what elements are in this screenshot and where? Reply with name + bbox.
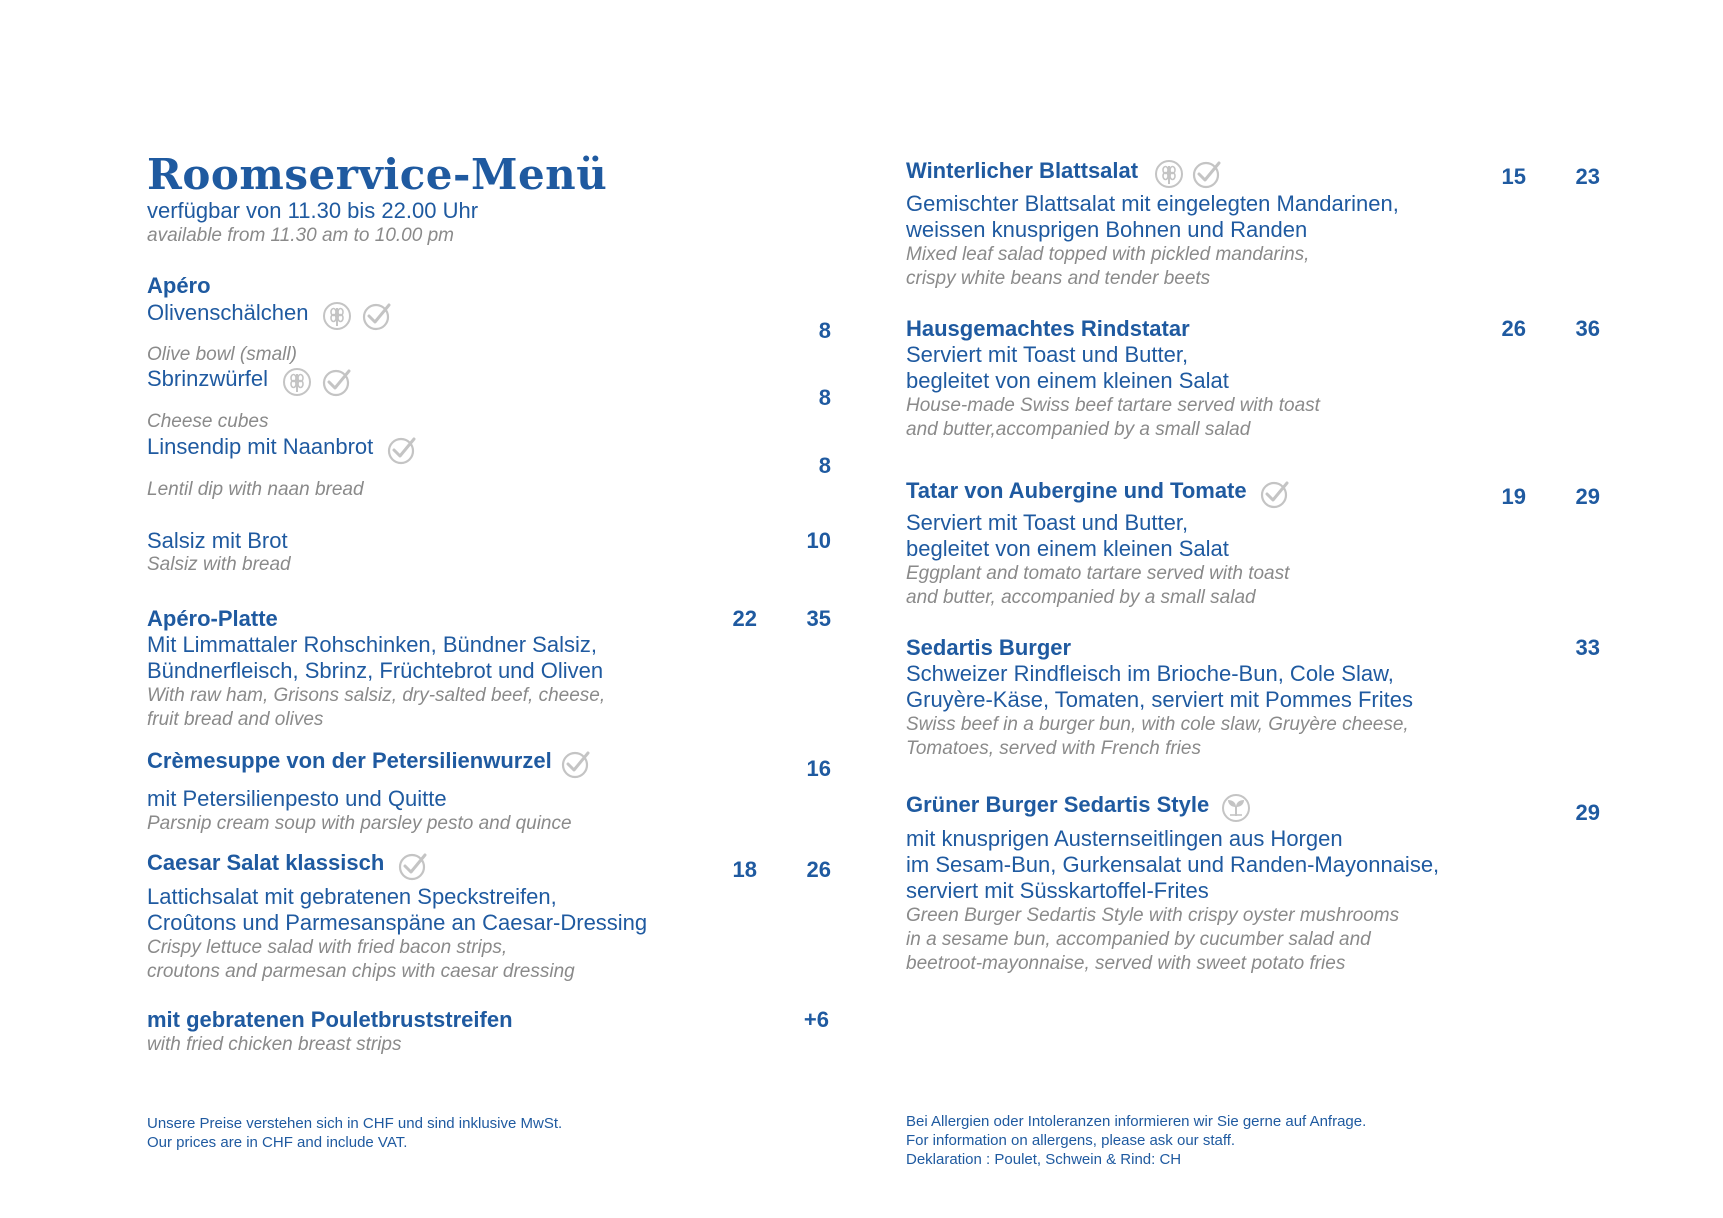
menu-item-salsiz: Salsiz mit Brot (147, 528, 288, 553)
item-desc: begleitet von einem kleinen Salat (906, 536, 1229, 561)
item-price: 8 (818, 385, 831, 410)
menu-item-sbrinz (147, 366, 353, 398)
item-en: and butter,accompanied by a small salad (906, 419, 1251, 440)
item-price: 10 (806, 528, 831, 553)
availability-de: verfügbar von 11.30 bis 22.00 Uhr (147, 198, 479, 223)
menu-item-apero-platte: Apéro-Platte (147, 606, 278, 631)
item-price-small: 22 (732, 606, 757, 631)
item-en: Parsnip cream soup with parsley pesto and quince (147, 813, 572, 834)
item-desc: Serviert mit Toast und Butter, (906, 342, 1189, 367)
item-desc: mit knusprigen Austernseitlingen aus Horgen (906, 826, 1343, 851)
item-en: Eggplant and tomato tartare served with toast (906, 563, 1290, 584)
item-en: croutons and parmesan chips with caesar dressing (147, 961, 575, 982)
wheat-icon (1153, 158, 1185, 190)
menu-item-sedartis-burger: Sedartis Burger (906, 635, 1072, 660)
footer-prices-de: Unsere Preise verstehen sich in CHF und sind inklusive MwSt. (147, 1115, 563, 1132)
availability-en: available from 11.30 am to 10.00 pm (147, 225, 454, 246)
section-apero: Apéro (147, 273, 211, 298)
wheat-icon (281, 366, 313, 398)
item-price: 23 (1575, 164, 1600, 189)
item-en: Olive bowl (small) (147, 344, 297, 365)
page-title: Roomservice-Menü (147, 150, 608, 199)
item-en: beetroot-mayonnaise, served with sweet potato fries (906, 953, 1346, 974)
item-en: With raw ham, Grisons salsiz, dry-salted beef, cheese, (147, 685, 606, 706)
check-leaf-icon (321, 366, 353, 398)
item-desc: im Sesam-Bun, Gurkensalat und Randen-Mayonnaise, (906, 852, 1440, 877)
item-price: 26 (806, 857, 831, 882)
item-desc: begleitet von einem kleinen Salat (906, 368, 1229, 393)
item-price: 8 (818, 318, 831, 343)
menu-item-olives (147, 300, 393, 332)
item-name: Linsendip mit Naanbrot (147, 434, 374, 460)
menu-item-blattsalat (906, 158, 1223, 190)
sprout-icon (1220, 792, 1252, 824)
footer-allergy-en: For information on allergens, please ask our staff. (906, 1132, 1236, 1149)
item-en: Lentil dip with naan bread (147, 479, 364, 500)
item-en: fruit bread and olives (147, 709, 324, 730)
footer-declaration: Deklaration : Poulet, Schwein & Rind: CH (906, 1151, 1182, 1168)
item-en: Crispy lettuce salad with fried bacon strips, (147, 937, 508, 958)
footer-prices-en: Our prices are in CHF and include VAT. (147, 1134, 408, 1151)
item-desc: Schweizer Rindfleisch im Brioche-Bun, Cole Slaw, (906, 661, 1394, 686)
item-price: 16 (806, 756, 831, 781)
item-desc: Mit Limmattaler Rohschinken, Bündner Salsiz, (147, 632, 597, 657)
wheat-icon (321, 300, 353, 332)
item-price: 35 (806, 606, 831, 631)
item-en: Green Burger Sedartis Style with crispy oyster mushrooms (906, 905, 1400, 926)
item-name: Olivenschälchen (147, 300, 309, 326)
item-desc: weissen knusprigen Bohnen und Randen (906, 217, 1308, 242)
item-price: 36 (1575, 316, 1600, 341)
item-desc: Gemischter Blattsalat mit eingelegten Mandarinen, (906, 191, 1399, 216)
item-en: with fried chicken breast strips (147, 1034, 402, 1055)
menu-item-poulet-addon: mit gebratenen Pouletbruststreifen (147, 1007, 513, 1032)
check-leaf-icon (1259, 478, 1291, 510)
check-leaf-icon (560, 748, 592, 780)
item-name: Winterlicher Blattsalat (906, 158, 1139, 184)
item-desc: Serviert mit Toast und Butter, (906, 510, 1189, 535)
item-en: Tomatoes, served with French fries (906, 738, 1201, 759)
item-price: 33 (1575, 635, 1600, 660)
menu-item-caesar (147, 850, 429, 882)
menu-item-cremesuppe (147, 748, 592, 780)
check-leaf-icon (361, 300, 393, 332)
item-name: Sbrinzwürfel (147, 366, 269, 392)
item-desc: Bündnerfleisch, Sbrinz, Früchtebrot und Oliven (147, 658, 604, 683)
item-desc: mit Petersilienpesto und Quitte (147, 786, 447, 811)
item-price-small: 15 (1501, 164, 1526, 189)
item-en: Swiss beef in a burger bun, with cole slaw, Gruyère cheese, (906, 714, 1409, 735)
item-en: House-made Swiss beef tartare served with toast (906, 395, 1320, 416)
item-en: in a sesame bun, accompanied by cucumber salad and (906, 929, 1371, 950)
item-name: Tatar von Aubergine und Tomate (906, 478, 1247, 504)
item-desc: serviert mit Süsskartoffel-Frites (906, 878, 1209, 903)
item-desc: Lattichsalat mit gebratenen Speckstreifen, (147, 884, 557, 909)
item-price-small: 26 (1501, 316, 1526, 341)
item-name: Crèmesuppe von der Petersilienwurzel (147, 748, 552, 774)
item-desc: Croûtons und Parmesanspäne an Caesar-Dressing (147, 910, 648, 935)
item-desc: Gruyère-Käse, Tomaten, serviert mit Pommes Frites (906, 687, 1413, 712)
menu-item-gruener-burger (906, 792, 1252, 824)
item-price: +6 (803, 1007, 829, 1032)
item-price-small: 18 (732, 857, 757, 882)
item-name: Caesar Salat klassisch (147, 850, 385, 876)
item-en: Mixed leaf salad topped with pickled mandarins, (906, 244, 1310, 265)
item-price: 8 (818, 453, 831, 478)
item-en: crispy white beans and tender beets (906, 268, 1211, 289)
item-price-small: 19 (1501, 484, 1526, 509)
item-en: and butter, accompanied by a small salad (906, 587, 1256, 608)
check-leaf-icon (1191, 158, 1223, 190)
item-en: Cheese cubes (147, 411, 269, 432)
footer-allergy-de: Bei Allergien oder Intoleranzen informieren wir Sie gerne auf Anfrage. (906, 1113, 1367, 1130)
item-name: Grüner Burger Sedartis Style (906, 792, 1210, 818)
menu-item-rindstatar: Hausgemachtes Rindstatar (906, 316, 1190, 341)
item-en: Salsiz with bread (147, 554, 291, 575)
check-leaf-icon (397, 850, 429, 882)
item-price: 29 (1575, 800, 1600, 825)
check-leaf-icon (386, 434, 418, 466)
item-price: 29 (1575, 484, 1600, 509)
menu-item-linsendip (147, 434, 418, 466)
menu-item-aubergine-tatar (906, 478, 1291, 510)
